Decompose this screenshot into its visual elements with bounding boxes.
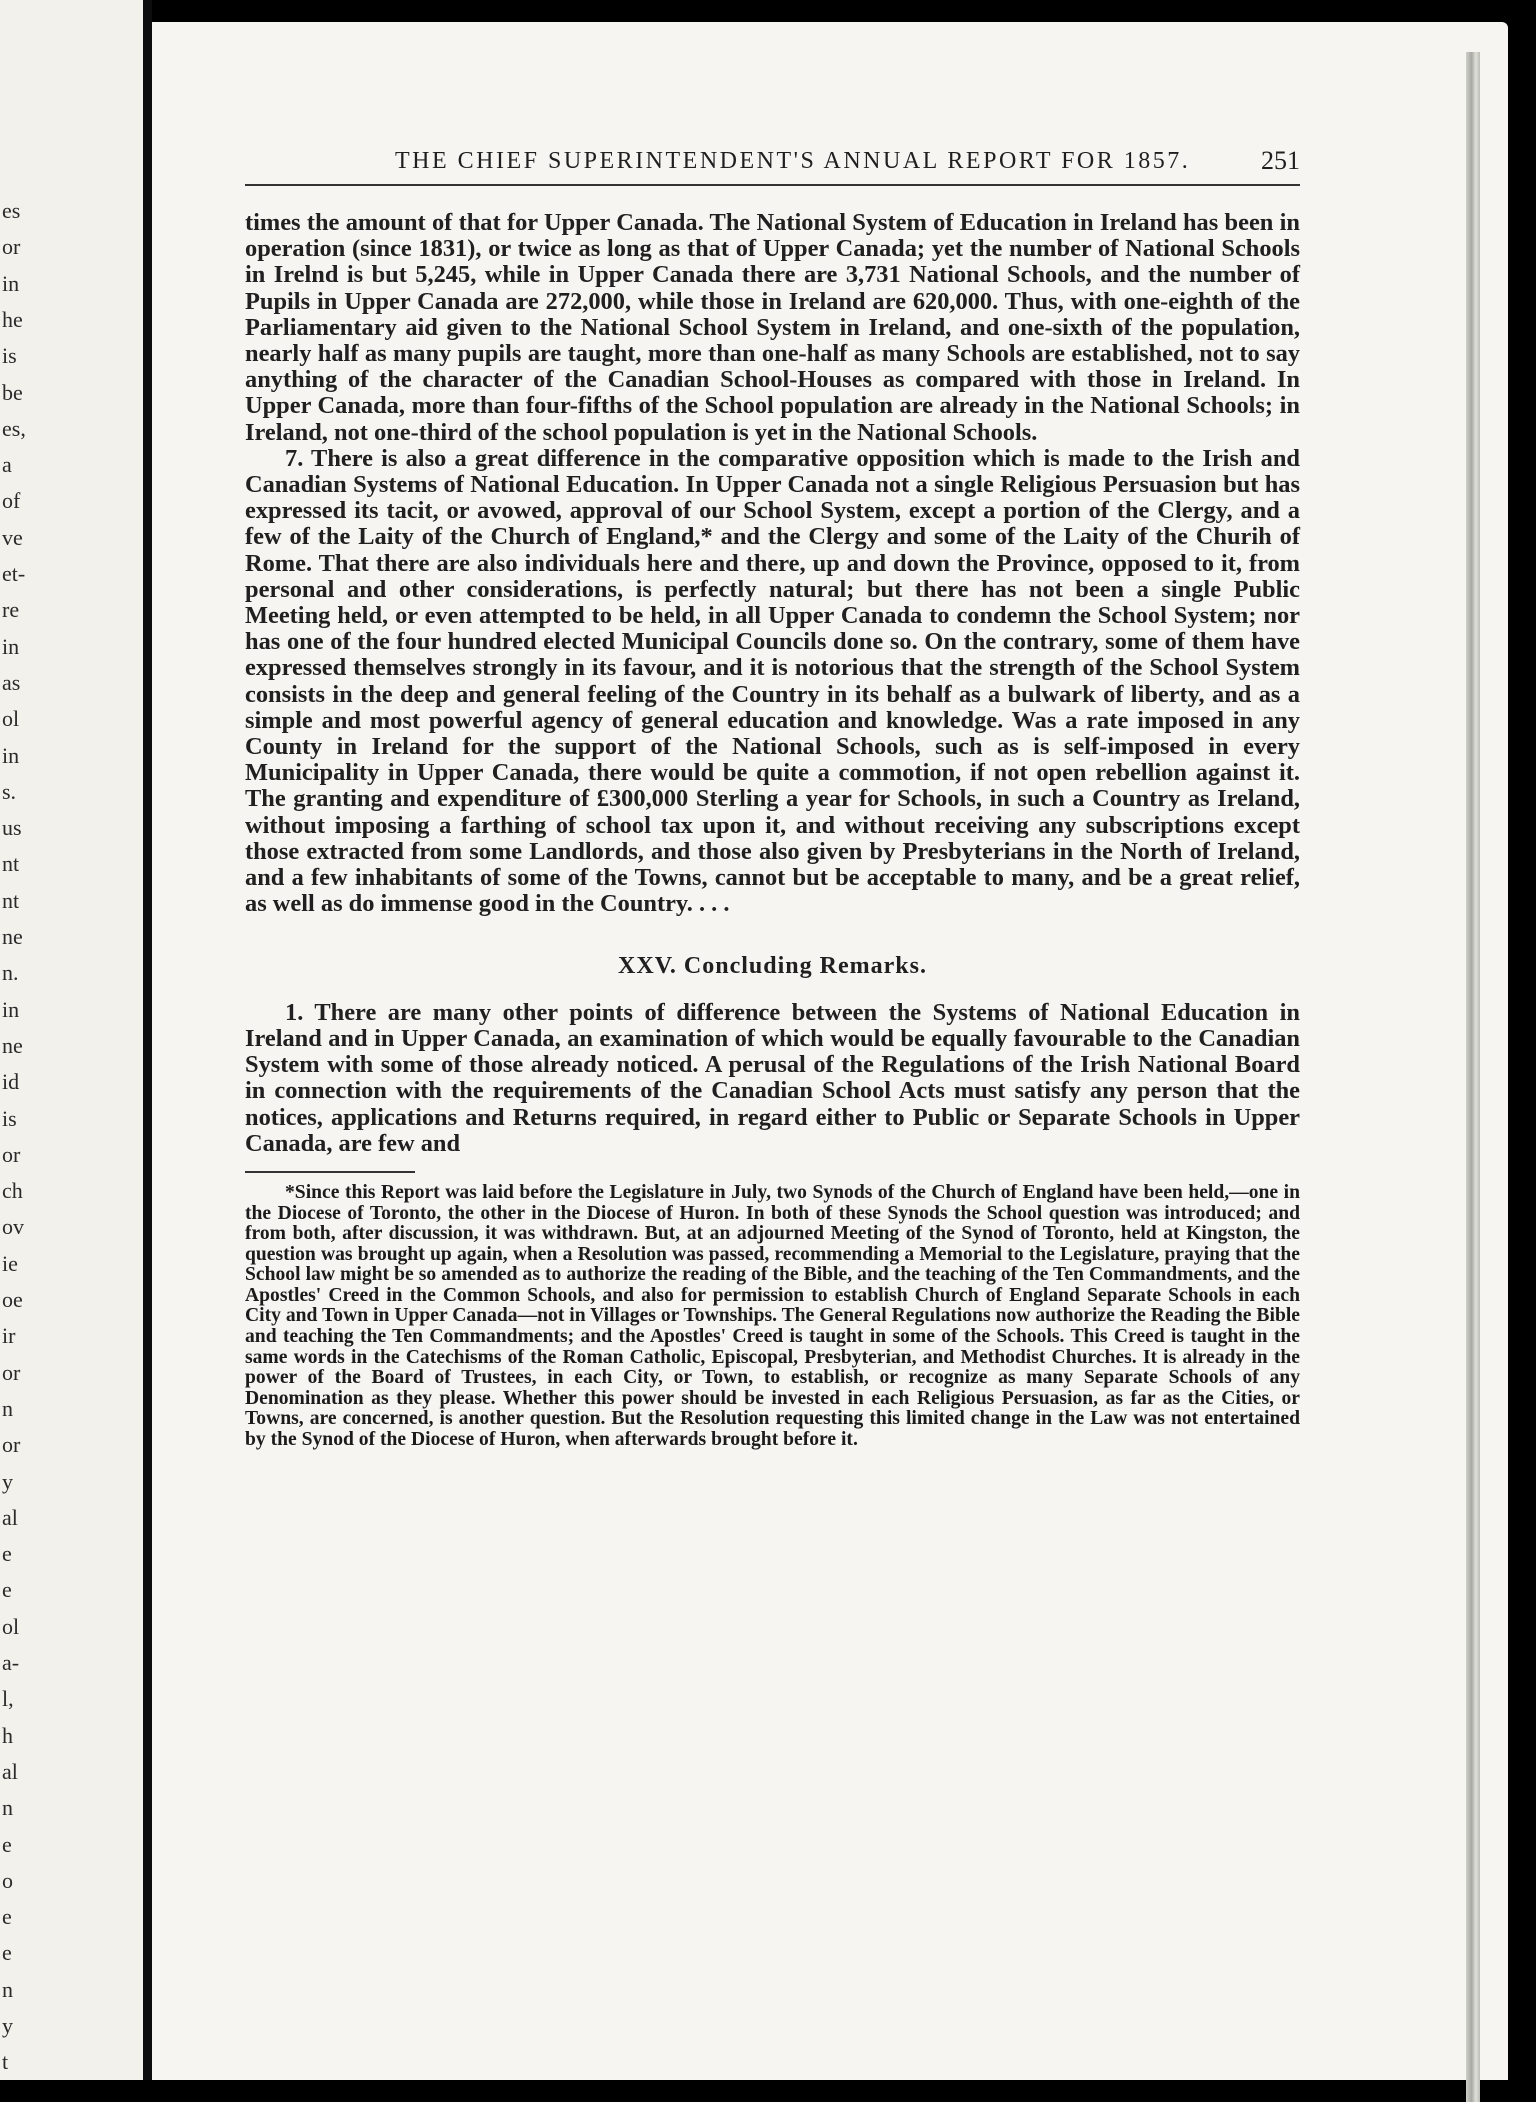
left-page-fragment: a [2, 452, 12, 478]
left-page-fragment: o [2, 1867, 13, 1893]
section-heading: XXV. Concluding Remarks. [618, 953, 927, 980]
left-page-fragment: h [2, 1722, 13, 1748]
left-page-fragment: is [2, 1105, 17, 1131]
left-page-fragment: t [2, 2049, 9, 2075]
book-binding [143, 0, 152, 2080]
left-page-fragment: be [2, 379, 23, 405]
left-page-fragment: ov [2, 1214, 24, 1240]
left-page-fragment: in [2, 742, 20, 768]
left-page-fragment: id [2, 1069, 20, 1095]
footnote-rule [245, 1171, 415, 1173]
left-page-fragment: e [2, 1904, 12, 1930]
paragraph: times the amount of that for Upper Canada. The National System of Education in Ireland has been in operation (since 1831), or twice as long as that of Upper Canada; yet the number of National Schools in Irelnd is but 5,245, while in Upper Canada there are 3,731 National Schools, and the number of Pupils in Upper Canada are 272,000, while those in Ireland are 620,000. Thus, with one-eighth of the Parliamentary aid given to the National School System in Ireland, and one-sixth of the population, nearly half as many pupils are taught, more than one-half as many Schools are established, not to say anything of the character of the Canadian School-Houses as compared with those in Ireland. In Upper Canada, more than four-fifths of the School population are already in the National Schools; in Ireland, not one-third of the school population is yet in the National Schools. [245, 209, 1300, 446]
left-page-fragment: l, [2, 1686, 14, 1712]
left-page-fragment: ne [2, 1032, 23, 1058]
left-page-fragment: he [2, 306, 23, 332]
left-page-fragment: or [2, 1359, 21, 1385]
left-page-fragment: as [2, 669, 21, 695]
left-page-fragment: n [2, 1395, 13, 1421]
left-page-fragment: is [2, 343, 17, 369]
left-page-fragment: in [2, 996, 20, 1022]
left-page-fragment: e [2, 1940, 12, 1966]
left-page-fragment: or [2, 1432, 21, 1458]
running-head [245, 140, 1300, 186]
left-page-fragment: ol [2, 1613, 20, 1639]
footnote [245, 1183, 1300, 1451]
body-text [245, 210, 1300, 1157]
left-page-fragment: nt [2, 851, 20, 877]
left-page-fragment: in [2, 270, 20, 296]
left-page-fragment: e [2, 1577, 12, 1603]
paragraph: 1. There are many other points of difference between the Systems of National Education in Ireland and in Upper Canada, an examination of which would be equally favourable to the Canadian System with some of those already noticed. A perusal of the Regulations of the Irish National Board in connection with the requirements of the Canadian School Acts must satisfy any person that the notices, applications and Returns required, in regard either to Public or Separate Schools in Upper Canada, are few and [245, 998, 1300, 1157]
page-content [245, 140, 1300, 1451]
left-page-fragment: or [2, 1141, 21, 1167]
left-page-fragment: oe [2, 1287, 23, 1312]
left-page-margin [0, 0, 143, 2080]
left-page-fragment: e [2, 1831, 12, 1857]
left-page-fragment: ol [2, 706, 20, 732]
left-page-fragment: nt [2, 887, 20, 913]
page-number: 251 [1261, 146, 1300, 175]
left-page-fragment: n [2, 1976, 13, 2002]
left-page-fragment: or [2, 234, 21, 260]
left-page-fragment: us [2, 815, 22, 841]
paragraph: 7. There is also a great difference in the comparative opposition which is made to the Irish and Canadian Systems of National Education. In Upper Canada not a single Religious Persuasion but has expressed its tacit, or avowed, approval of our School System, except a portion of the Clergy, and a few of the Laity of the Church of England,* and the Clergy and some of the Laity of the Churih of Rome. That there are also individuals here and there, up and down the Province, opposed to it, from personal and other considerations, is perfectly natural; but there has not been a single Public Meeting held, or even attempted to be held, in all Upper Canada to condemn the School System; nor has one of the four hundred elected Municipal Councils done so. On the contrary, some of them have expressed themselves strongly in its favour, and it is notorious that the strength of the School System consists in the deep and general feeling of the Country in its behalf as a bulwark of liberty, and as a simple and most powerful agency of general education and knowledge. Was a rate imposed in any County in Ireland for the support of the National Schools, such as is self-imposed in every Municipality in Upper Canada, there would be quite a commotion, if not open rebellion against it. The granting and expenditure of £300,000 Sterling a year for Schools, in such a Country as Ireland, without imposing a farthing of school tax upon it, and without receiving any subscriptions except those extracted from some Landlords, and those also given by Presbyterians in the North of Ireland, and a few inhabitants of some of the Towns, cannot but be acceptable to many, and be a great relief, as well as do immense good in the Country. . . . [245, 444, 1300, 918]
left-page-fragment: es, [2, 415, 26, 441]
left-page-fragment: y [2, 2013, 13, 2038]
left-page-fragment: s. [2, 778, 17, 804]
page-edge [1466, 52, 1480, 2102]
left-page-fragment: ir [2, 1323, 16, 1349]
left-page-fragment: ie [2, 1250, 18, 1276]
left-page-fragment: of [2, 488, 21, 514]
left-page-fragment: a- [2, 1650, 20, 1675]
left-page-fragment: n [2, 1795, 13, 1821]
left-page-fragment: ve [2, 524, 23, 550]
left-page-fragment: al [2, 1504, 18, 1530]
left-page-fragment: n. [2, 960, 19, 986]
left-page-fragment: in [2, 633, 20, 659]
left-page-fragment: re [2, 597, 20, 623]
left-page-fragment: y [2, 1468, 13, 1494]
left-page-fragment: ne [2, 924, 23, 949]
left-page-fragment: et- [2, 561, 26, 586]
left-page-fragment: ch [2, 1178, 23, 1204]
header-title: THE CHIEF SUPERINTENDENT'S ANNUAL REPORT FOR 1857. [395, 148, 1191, 174]
left-page-fragment: es [2, 198, 21, 223]
left-page-fragment: al [2, 1758, 18, 1784]
footnote-text: *Since this Report was laid before the Legislature in July, two Synods of the Church of England have been held,—one in the Diocese of Toronto, the other in the Diocese of Huron. In both of these Synods the School question was introduced; and from both, after discussion, it was withdrawn. But, at an adjourned Meeting of the Synod of Toronto, held at Kingston, the question was brought up again, when a Resolution was passed, recommending a Memorial to the Legislature, praying that the School law might be so amended as to authorize the reading of the Bible, and the teaching of the Ten Commandments, and the Apostles' Creed in the Common Schools, and also for permission to establish Church of England Separate Schools in each City and Town in Upper Canada—not in Villages or Townships. The General Regulations now authorize the Reading the Bible and teaching the Ten Commandments; and the Apostles' Creed is taught in some of the Schools. This Creed is taught in the same words in the Catechisms of the Roman Catholic, Episcopal, Presbyterian, and Methodist Churches. It is already in the power of the Board of Trustees, in each City, or Town, to establish, or recognize as many Separate Schools of any Denomination as they please. Whether this power should be invested in each Religious Persuasion, as far as the Cities, or Towns, are concerned, is another question. But the Resolution requesting this limited change in the Law was not entertained by the Synod of the Diocese of Huron, when afterwards brought before it. [245, 1181, 1300, 1451]
left-page-fragment: e [2, 1541, 12, 1567]
